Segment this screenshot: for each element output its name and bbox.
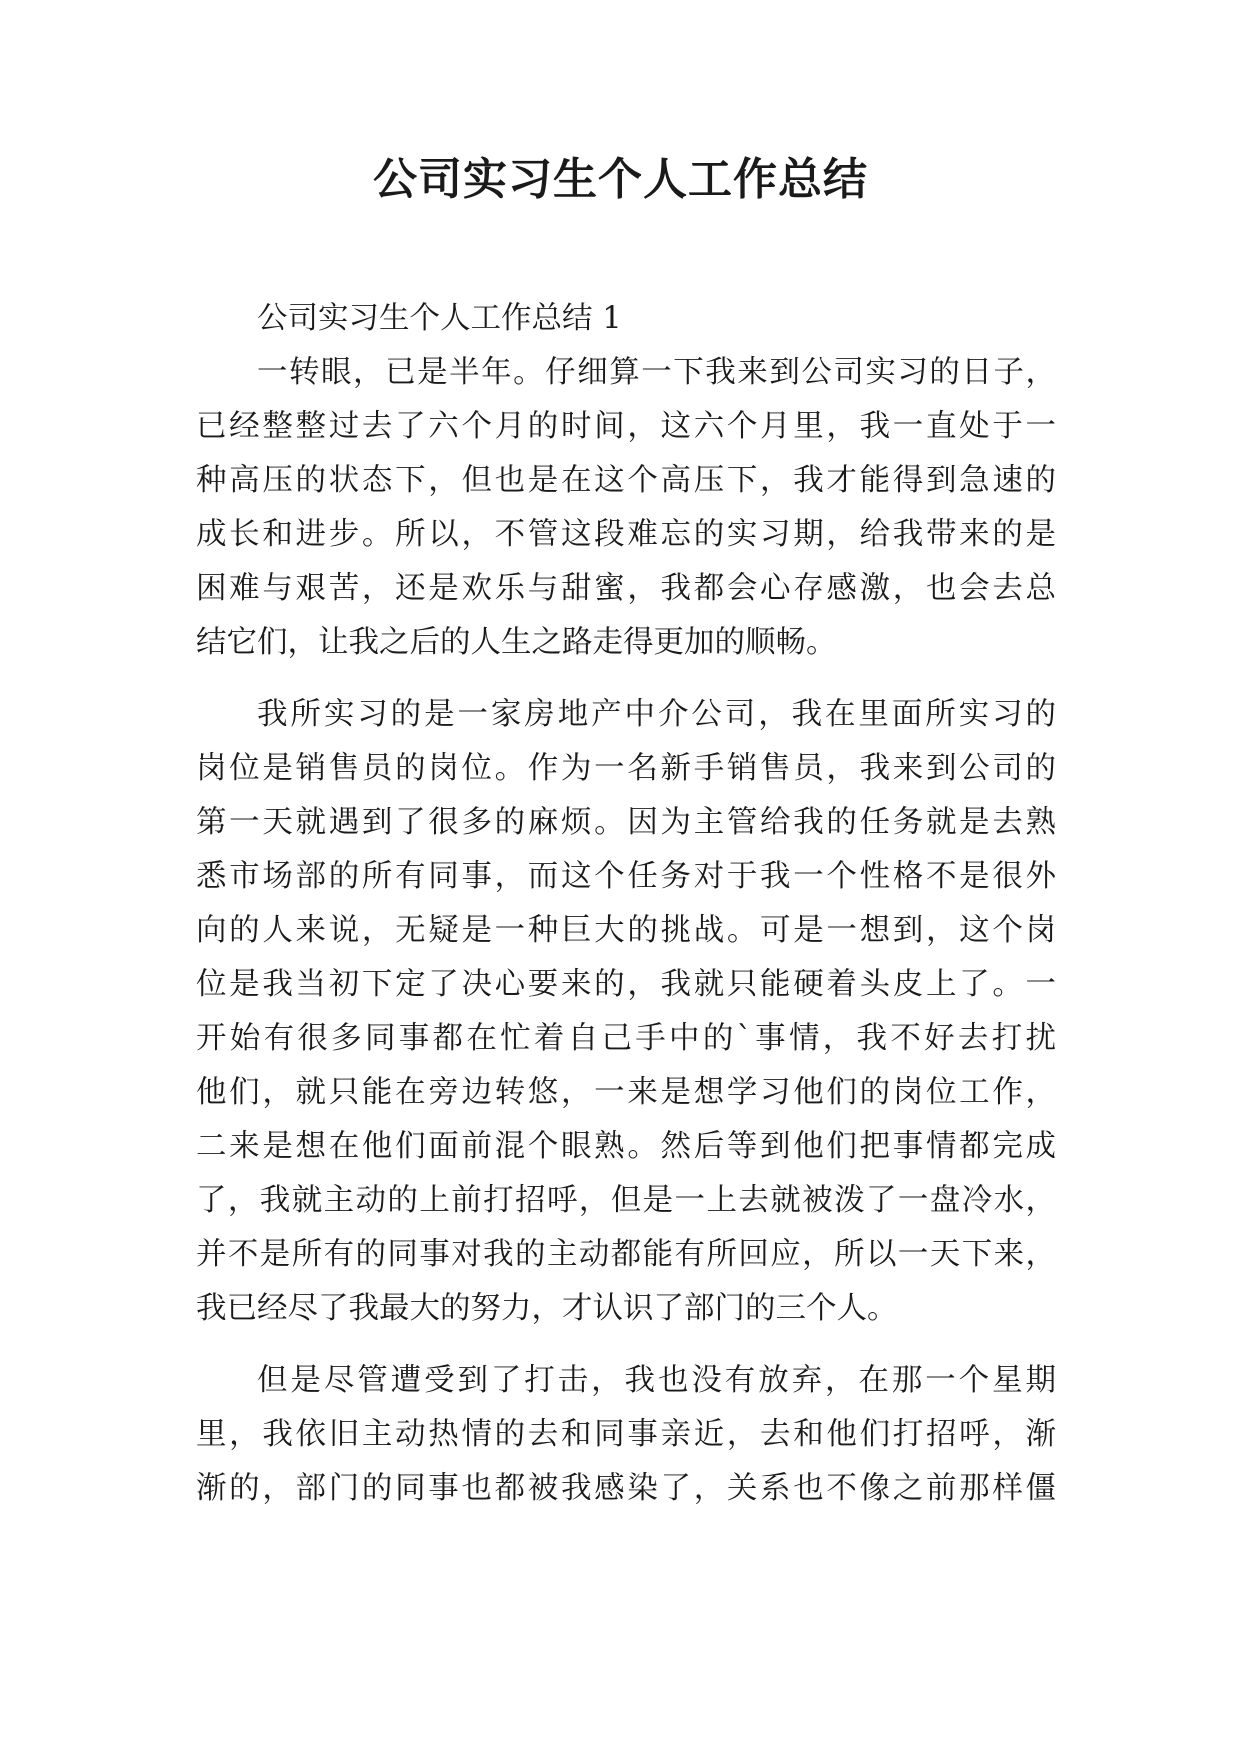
paragraph-line: 位是我当初下定了决心要来的，我就只能硬着头皮上了。一 xyxy=(196,967,1056,1002)
paragraph-line: 一转眼，已是半年。仔细算一下我来到公司实习的日子， xyxy=(257,355,1056,390)
paragraph-line: 困难与艰苦，还是欢乐与甜蜜，我都会心存感激，也会去总 xyxy=(196,571,1056,606)
document-title: 公司实习生个人工作总结 xyxy=(373,154,868,205)
paragraph-spacer xyxy=(196,1336,1056,1354)
paragraph-line: 第一天就遇到了很多的麻烦。因为主管给我的任务就是去熟 xyxy=(196,805,1056,840)
paragraph-line: 二来是想在他们面前混个眼熟。然后等到他们把事情都完成 xyxy=(196,1129,1056,1164)
paragraph-line: 但是尽管遭受到了打击，我也没有放弃，在那一个星期 xyxy=(257,1363,1056,1398)
paragraph-line: 已经整整过去了六个月的时间，这六个月里，我一直处于一 xyxy=(196,409,1056,444)
paragraph-line: 我已经尽了我最大的努力，才认识了部门的三个人。 xyxy=(196,1291,898,1326)
paragraph-line: 渐的，部门的同事也都被我感染了，关系也不像之前那样僵 xyxy=(196,1471,1056,1506)
paragraph-line: 他们，就只能在旁边转悠，一来是想学习他们的岗位工作， xyxy=(196,1075,1056,1110)
paragraph-line: 开始有很多同事都在忙着自己手中的`事情，我不好去打扰 xyxy=(196,1021,1056,1056)
paragraph-line: 结它们，让我之后的人生之路走得更加的顺畅。 xyxy=(196,625,837,660)
paragraph-line: 并不是所有的同事对我的主动都能有所回应，所以一天下来， xyxy=(196,1237,1056,1272)
paragraph-2 xyxy=(196,688,1056,1336)
paragraph-line: 向的人来说，无疑是一种巨大的挑战。可是一想到，这个岗 xyxy=(196,913,1056,948)
paragraph-line: 了，我就主动的上前打招呼，但是一上去就被泼了一盘冷水， xyxy=(196,1183,1056,1218)
paragraph-line: 成长和进步。所以，不管这段难忘的实习期，给我带来的是 xyxy=(196,517,1056,552)
paragraph-3 xyxy=(196,1354,1056,1516)
section-heading: 公司实习生个人工作总结 1 xyxy=(257,301,622,336)
document-body xyxy=(196,292,1056,1516)
paragraph-line: 种高压的状态下，但也是在这个高压下，我才能得到急速的 xyxy=(196,463,1056,498)
paragraph-line: 岗位是销售员的岗位。作为一名新手销售员，我来到公司的 xyxy=(196,751,1056,786)
paragraph-1 xyxy=(196,346,1056,670)
paragraph-line: 我所实习的是一家房地产中介公司，我在里面所实习的 xyxy=(257,697,1056,732)
paragraph-line: 悉市场部的所有同事，而这个任务对于我一个性格不是很外 xyxy=(196,859,1056,894)
paragraph-line: 里，我依旧主动热情的去和同事亲近，去和他们打招呼，渐 xyxy=(196,1417,1056,1452)
paragraph-spacer xyxy=(196,670,1056,688)
